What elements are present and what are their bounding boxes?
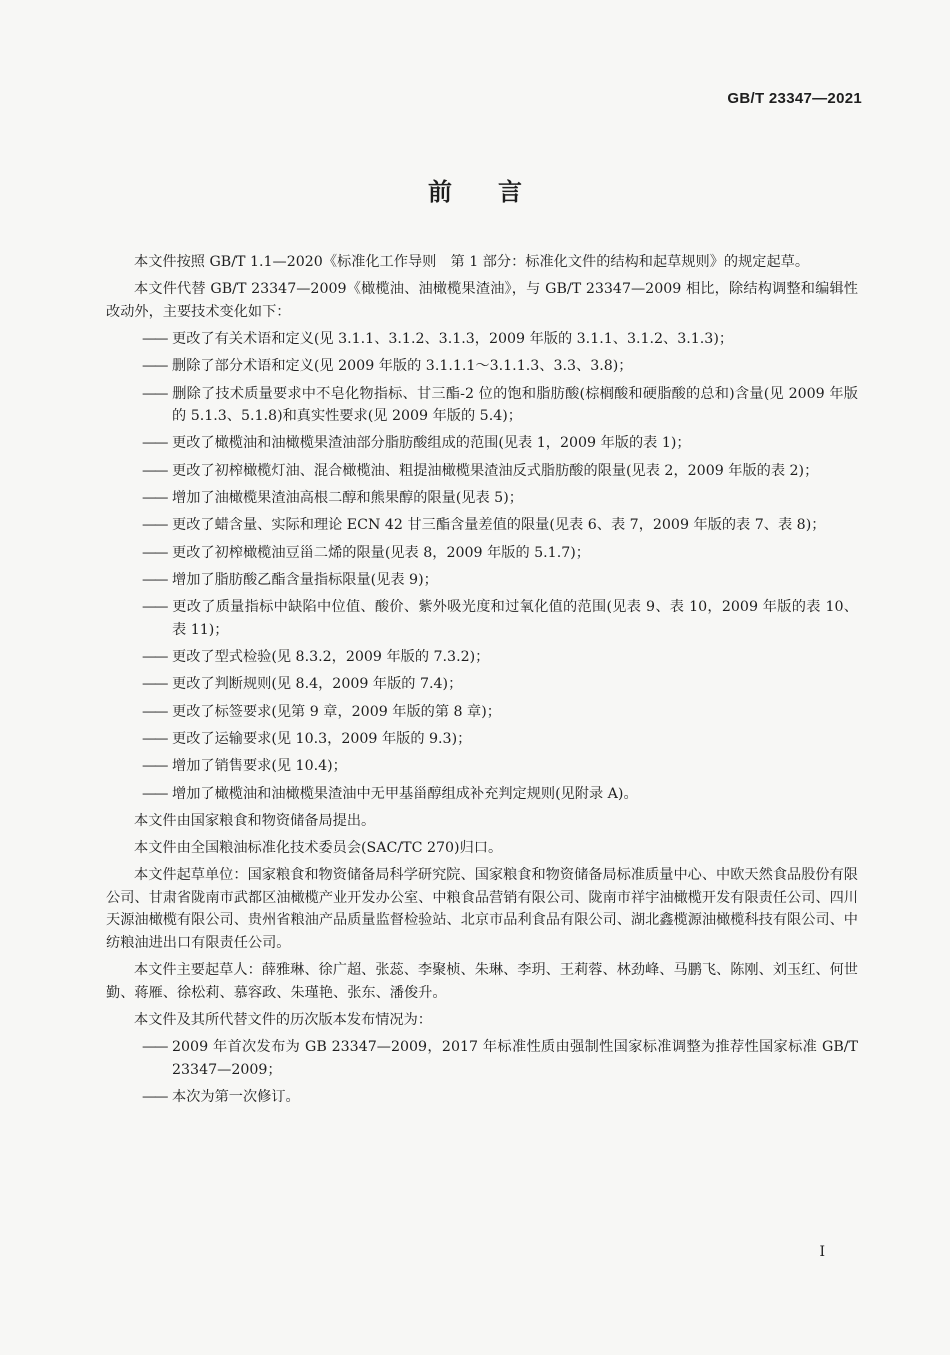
- drafting-basis-paragraph: 本文件按照 GB/T 1.1—2020《标准化工作导则 第 1 部分：标准化文件的结构和起草规则》的规定起草。: [134, 254, 810, 270]
- list-item: —— 更改了橄榄油和油橄榄果渣油部分脂肪酸组成的范围(见表 1，2009 年版的表 1)；: [142, 435, 691, 452]
- list-item: —— 更改了有关术语和定义(见 3.1.1、3.1.2、3.1.3，2009 年版的 3.1.1、3.1.2、3.1.3)；: [142, 331, 734, 348]
- changes-list: [106, 328, 858, 805]
- document-body: [106, 251, 858, 1113]
- list-item: —— 本次为第一次修订。: [142, 1089, 300, 1106]
- list-item: —— 更改了标签要求(见第 9 章，2009 年版的第 8 章)；: [142, 703, 501, 720]
- proposer-paragraph: 本文件由国家粮食和物资储备局提出。: [134, 812, 376, 829]
- list-item: —— 更改了判断规则(见 8.4，2009 年版的 7.4)；: [142, 676, 463, 693]
- list-item: —— 2009 年首次发布为 GB 23347—2009，2017 年标准性质由强制性国家标准调整为推荐性国家标准 GB/T 23347—2009；: [142, 1039, 858, 1078]
- standard-number: GB/T 23347—2021: [727, 90, 862, 107]
- list-item: —— 增加了脂肪酸乙酯含量指标限量(见表 9)；: [142, 571, 438, 588]
- list-item: —— 更改了型式检验(见 8.3.2，2009 年版的 7.3.2)；: [142, 649, 490, 666]
- history-intro-paragraph: 本文件及其所代替文件的历次版本发布情况为：: [134, 1012, 432, 1029]
- list-item: —— 更改了初榨橄榄油豆甾二烯的限量(见表 8，2009 年版的 5.1.7)；: [142, 544, 590, 561]
- list-item: —— 增加了橄榄油和油橄榄果渣油中无甲基甾醇组成补充判定规则(见附录 A)。: [142, 785, 638, 802]
- history-list: [106, 1036, 858, 1108]
- list-item: —— 增加了销售要求(见 10.4)；: [142, 758, 347, 775]
- page-title: 前言: [428, 178, 568, 206]
- committee-paragraph: 本文件由全国粮油标准化技术委员会(SAC/TC 270)归口。: [134, 840, 503, 857]
- drafting-units-paragraph: 本文件起草单位：国家粮食和物资储备局科学研究院、国家粮食和物资储备局标准质量中心、中欧天然食品股份有限公司、甘肃省陇南市武都区油橄榄产业开发办公室、中粮食品营销有限公司、陇南市祥宇油橄榄开发有限责任公司、四川天源油橄榄有限公司、贵州省粮油产品质量监督检验站、北京市品利食品有限公司、湖北鑫榄源油橄榄科技有限公司、中纺粮油进出口有限责任公司。: [106, 867, 858, 951]
- list-item: —— 增加了油橄榄果渣油高根二醇和熊果醇的限量(见表 5)；: [142, 490, 523, 507]
- list-item: —— 更改了质量指标中缺陷中位值、酸价、紫外吸光度和过氧化值的范围(见表 9、表 10，2009 年版的表 10、表 11)；: [142, 599, 858, 638]
- list-item: —— 更改了蜡含量、实际和理论 ECN 42 甘三酯含量差值的限量(见表 6、表 7，2009 年版的表 7、表 8)；: [142, 517, 826, 534]
- list-item: —— 删除了部分术语和定义(见 2009 年版的 3.1.1.1～3.1.1.3、3.3、3.8)；: [142, 358, 633, 375]
- page-number: I: [819, 1244, 825, 1260]
- drafters-paragraph: 本文件主要起草人：薛雅琳、徐广超、张蕊、李聚桢、朱琳、李玥、王莉蓉、林劲峰、马鹏飞、陈刚、刘玉红、何世勤、蒋雁、徐松莉、慕容政、朱瑾艳、张东、潘俊升。: [106, 962, 858, 1001]
- list-item: —— 更改了运输要求(见 10.3，2009 年版的 9.3)；: [142, 730, 472, 747]
- replacement-paragraph: 本文件代替 GB/T 23347—2009《橄榄油、油橄榄果渣油》，与 GB/T 23347—2009 相比，除结构调整和编辑性改动外，主要技术变化如下：: [106, 281, 858, 320]
- list-item: —— 更改了初榨橄榄灯油、混合橄榄油、粗提油橄榄果渣油反式脂肪酸的限量(见表 2，2009 年版的表 2)；: [142, 462, 819, 479]
- list-item: —— 删除了技术质量要求中不皂化物指标、甘三酯-2 位的饱和脂肪酸(棕榈酸和硬脂酸的总和)含量(见 2009 年版的 5.1.3、5.1.8)和真实性要求(见 2009 年版的 5.4)；: [142, 385, 858, 425]
